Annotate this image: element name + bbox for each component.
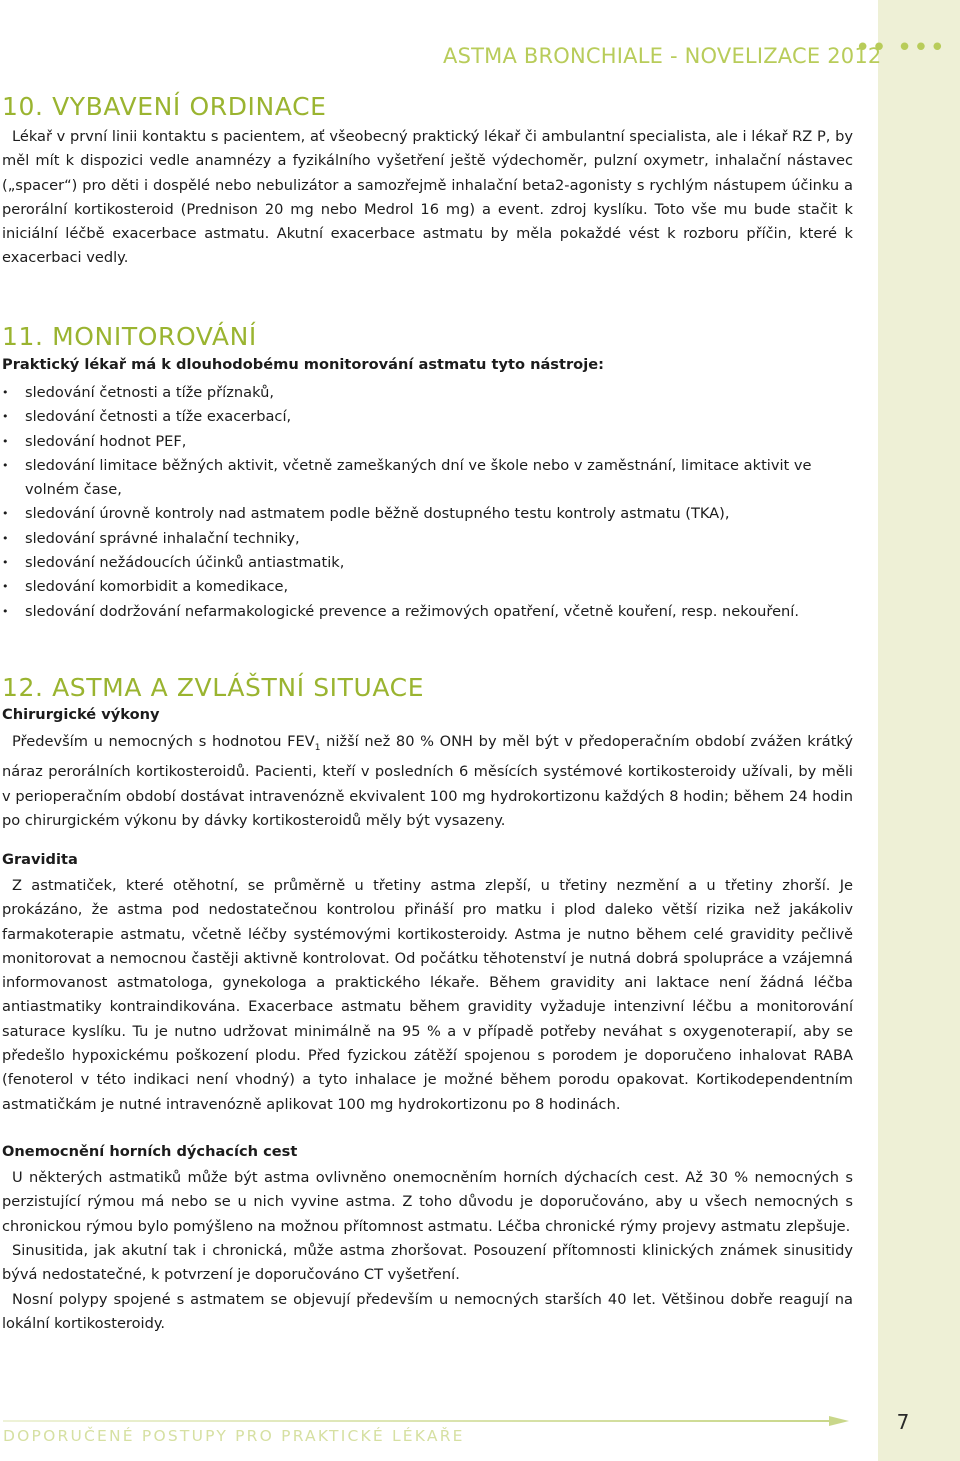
page-number: 7 — [896, 1410, 910, 1434]
list-item: • sledování správné inhalační techniky, — [2, 527, 853, 551]
running-header: ASTMA BRONCHIALE - NOVELIZACE 2012 — [443, 44, 882, 68]
pregnancy-paragraph: Z astmatiček, které otěhotní, se průměrně u třetiny astma zlepší, u třetiny nezmění a u třetiny zhorší. Je prokázáno, že astma pod nedostatečnou kontrolou přináší pro matku i plod daleko větší rizika než jakákoliv farmakoterapie astmatu, včetně léčby systémovými kortikosteroidy. Astma je nutno během celé gravidity pečlivě monitorovat a nemocnou častěji aktivně kontrolovat. Od počátku těhotenství je nutná dobrá spolupráce a vzájemná informovanost astmatologa, gynekologa a praktického lékaře. Během gravidity ani laktace není žádná léčba antiastmatiky kontraindikována. Exacerbace astmatu během gravidity vyžaduje intenzivní léčbu a monitorování saturace kyslíku. Tu je nutno udržovat minimálně na 95 % a v případě potřeby neváhat s oxygenoterapií, aby se předešlo hypoxickému poškození plodu. Před fyzickou zátěží spojenou s porodem je doporučeno inhalovat RABA (fenoterol v této indikaci není vhodný) a tyto inhalace je možné během porodu opakovat. Kortikodependentním astmatičkám je nutné intravenózně aplikovat 100 mg hydrokortizonu po 8 hodinách. — [2, 877, 853, 1113]
list-item: • sledování dodržování nefarmakologické prevence a režimových opatření, včetně kouření, resp. nekouření. — [2, 600, 853, 624]
pregnancy-title: Gravidita — [2, 851, 78, 868]
upper-airways-title: Onemocnění horních dýchacích cest — [2, 1143, 298, 1160]
monitoring-list — [2, 381, 853, 624]
side-band — [878, 0, 960, 1461]
section-10-heading: 10. VYBAVENÍ ORDINACE — [2, 92, 327, 121]
section-10-paragraph: Lékař v první linii kontaktu s pacientem, ať všeobecný praktický lékař či ambulantní specialista, ale i lékař RZ P, by měl mít k dispozici vedle anamnézy a fyzikálního vyšetření ještě výdechoměr, pulzní oxymetr, inhalační nástavec („spacer“) pro děti i dospělé nebo nebulizátor a samozřejmě inhalační beta2-agonisty s rychlým nástupem účinku a perorální kortikosteroid (Prednison 20 mg nebo Medrol 16 mg) a event. zdroj kyslíku. Toto vše mu bude stačit k iniciální léčbě exacerbace astmatu. Akutní exacerbace astmatu by měla pokaždé vést k rozboru příčin, které k exacerbaci vedly. — [2, 128, 853, 267]
section-12-heading: 12. ASTMA A ZVLÁŠTNÍ SITUACE — [2, 673, 425, 702]
list-item: • sledování komorbidit a komedikace, — [2, 575, 853, 599]
section-11-heading: 11. MONITOROVÁNÍ — [2, 322, 257, 351]
footer-arrow-line — [3, 1415, 849, 1427]
upper-airways-p3: Nosní polypy spojené s astmatem se objevují především u nemocných starších 40 let. Většinou dobře reagují na lokální kortikosteroidy. — [2, 1291, 853, 1333]
list-item: • sledování hodnot PEF, — [2, 430, 853, 454]
section-11-intro: Praktický lékař má k dlouhodobému monitorování astmatu tyto nástroje: — [2, 356, 604, 373]
footer-title: DOPORUČENÉ POSTUPY PRO PRAKTICKÉ LÉKAŘE — [3, 1427, 465, 1445]
header-dots: •• ••• — [855, 33, 946, 63]
surgery-title: Chirurgické výkony — [2, 706, 160, 723]
list-item: • sledování četnosti a tíže exacerbací, — [2, 405, 853, 429]
upper-airways-p1: U některých astmatiků může být astma ovlivněno onemocněním horních dýchacích cest. Až 30 % nemocných s perzistující rýmou má nebo se u nich vyvine astma. Z toho důvodu je doporučováno, aby u všech nemocných s chronickou rýmou bylo pomýšleno na možnou přítomnost astmatu. Léčba chronické rýmy projevy astmatu zlepšuje. — [2, 1169, 853, 1235]
list-item: • sledování nežádoucích účinků antiastmatik, — [2, 551, 853, 575]
list-item: • sledování úrovně kontroly nad astmatem podle běžně dostupného testu kontroly astmatu (TKA), — [2, 502, 853, 526]
surgery-paragraph: Především u nemocných s hodnotou $FEV_1$ nižší než 80 % ONH by měl být v předoperačním období zvážen krátký náraz perorálních kortikosteroidů. Pacienti, kteří v posledních 6 měsících systémové kortikosteroidy užívali, by měli v perioperačním období dostávat intravenózně ekvivalent 100 mg hydrokortizonu každých 8 hodin; během 24 hodin po chirurgickém výkonu by dávky kortikosteroidů měly být vysazeny. — [2, 733, 853, 829]
upper-airways-p2: Sinusitida, jak akutní tak i chronická, může astma zhoršovat. Posouzení přítomnosti klinických známek sinusitidy bývá nedostatečné, k potvrzení je doporučováno CT vyšetření. — [2, 1242, 853, 1284]
list-item: • sledování četnosti a tíže příznaků, — [2, 381, 853, 405]
list-item: • sledování limitace běžných aktivit, včetně zameškaných dní ve škole nebo v zaměstnání, limitace aktivit ve volném čase, — [2, 454, 853, 503]
